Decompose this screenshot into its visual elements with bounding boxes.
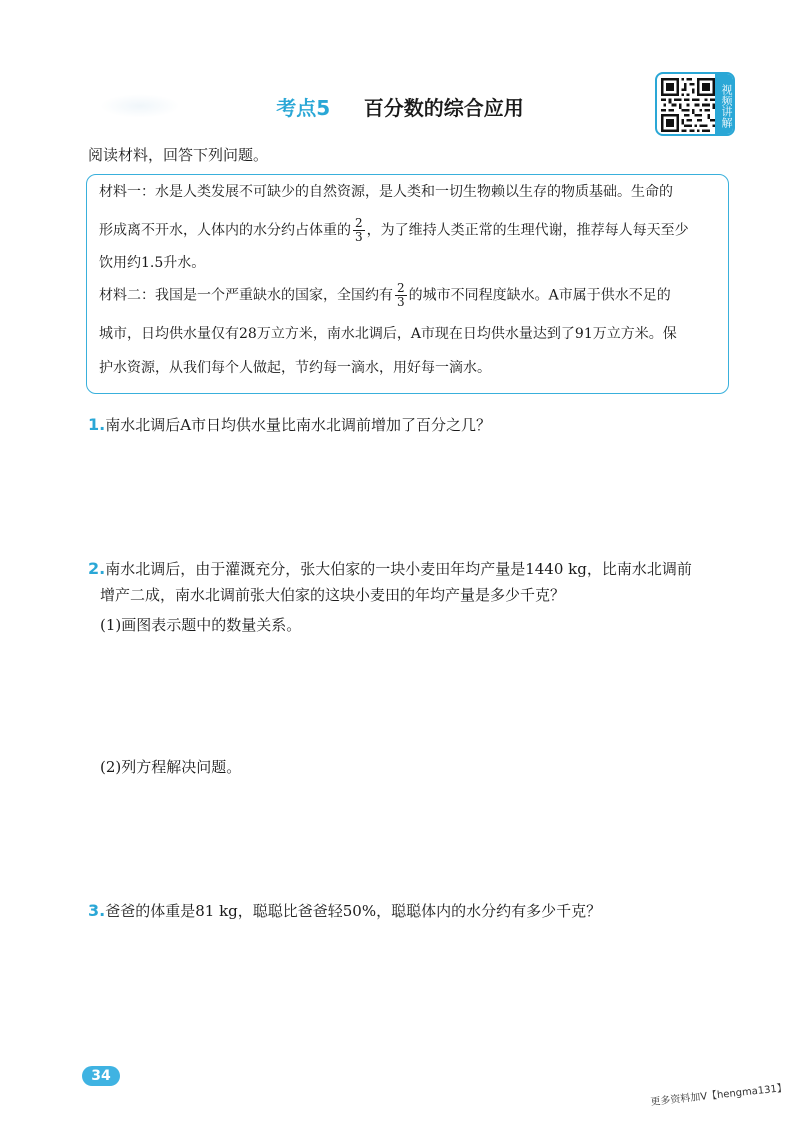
fraction-two-thirds	[395, 282, 407, 309]
question-text-line-2: 增产二成，南水北调前张大伯家的这块小麦田的年均产量是多少千克？	[100, 586, 566, 604]
material-box	[86, 174, 729, 394]
material-line-2-after: ，为了维持人类正常的生理代谢，推荐每人每天至少	[366, 222, 689, 239]
fraction-numerator: 2	[397, 281, 405, 295]
question-number: 2.	[88, 559, 106, 578]
question-text-line-1: 南水北调后，由于灌溉充分，张大伯家的一块小麦田年均产量是1440 kg，比南水北调前	[105, 560, 692, 578]
fraction-denominator: 3	[397, 295, 405, 309]
question-number: 3.	[88, 901, 106, 920]
material-line-4-before: 材料二：我国是一个严重缺水的国家，全国约有	[99, 287, 393, 304]
material-line-2	[99, 217, 716, 244]
fraction-two-thirds	[353, 217, 365, 244]
question-text: 爸爸的体重是81 kg，聪聪比爸爸轻50%，聪聪体内的水分约有多少千克？	[105, 902, 602, 920]
question-1	[88, 412, 491, 438]
fraction-denominator: 3	[355, 230, 363, 244]
question-text: 南水北调后A市日均供水量比南水北调前增加了百分之几？	[105, 416, 492, 434]
material-line-1: 材料一：水是人类发展不可缺少的自然资源，是人类和一切生物赖以生存的物质基础。生命的	[99, 184, 673, 200]
question-2	[88, 556, 738, 608]
question-2-part-2: (2)列方程解决问题。	[100, 758, 242, 776]
material-line-6: 护水资源，从我们每个人做起，节约每一滴水，用好每一滴水。	[99, 360, 491, 376]
qr-label: 视频讲解	[715, 74, 733, 134]
material-line-3: 饮用约1.5升水。	[99, 255, 206, 271]
page-number: 34	[82, 1066, 120, 1086]
material-line-4	[99, 282, 716, 309]
section-title: 百分数的综合应用	[363, 96, 524, 120]
section-point-label: 考点5	[276, 96, 331, 120]
material-line-2-before: 形成离不开水，人体内的水分约占体重的	[99, 222, 351, 239]
question-2-part-1: (1)画图表示题中的数量关系。	[100, 616, 302, 634]
question-3	[88, 898, 601, 924]
material-line-4-after: 的城市不同程度缺水。A市属于供水不足的	[408, 287, 671, 304]
watermark: 更多资料加V【hengma131】	[650, 1082, 788, 1109]
instruction-text: 阅读材料，回答下列问题。	[88, 146, 269, 164]
material-line-5: 城市，日均供水量仅有28万立方米，南水北调后，A市现在日均供水量达到了91万立方米。保	[99, 326, 677, 342]
video-qr-code[interactable]	[655, 72, 735, 136]
qr-code-icon	[661, 78, 715, 132]
fraction-numerator: 2	[355, 216, 363, 230]
question-number: 1.	[88, 415, 106, 434]
